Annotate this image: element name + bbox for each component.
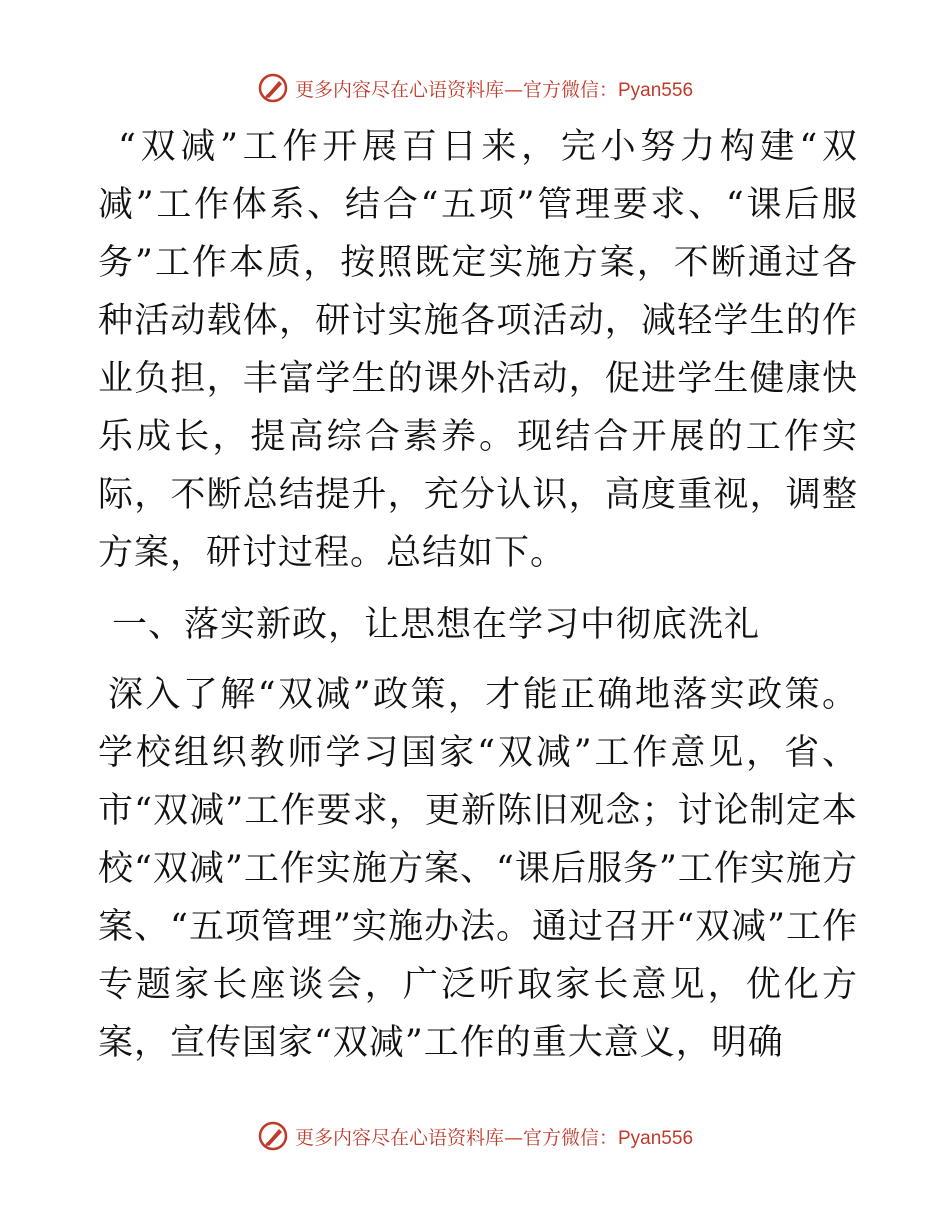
section-heading-1: 一、落实新政，让思想在学习中彻底洗礼 [112,605,761,645]
header-watermark-banner [0,72,950,104]
footer-banner-label: 更多内容尽在心语资料库—官方微信： [294,1126,618,1149]
body-paragraph-2: 深入了解“双减”政策，才能正确地落实政策。学校组织教师学习国家“双减”工作意见，省、市“双减”工作要求，更新陈旧观念；讨论制定本校“双减”工作实施方案、“课后服务”工作实施方案、“五项管理”实施办法。通过召开“双减”工作专题家长座谈会，广泛听取家长意见，优化方案，宣传国家“双减”工作的重大意义，明确 [98,675,858,1063]
footer-watermark-banner [0,1120,950,1152]
header-banner-inner [257,72,693,104]
quill-pen-seal-icon [257,72,289,104]
body-paragraph-1: “双减”工作开展百日来，完小努力构建“双减”工作体系、结合“五项”管理要求、“课后服务”工作本质，按照既定实施方案，不断通过各种活动载体，研讨实施各项活动，减轻学生的作业负担，丰富学生的课外活动，促进学生健康快乐成长，提高综合素养。现结合开展的工作实际，不断总结提升，充分认识，高度重视，调整方案，研讨过程。总结如下。 [98,127,858,573]
footer-banner-inner [257,1120,693,1152]
footer-banner-text [295,1123,693,1150]
header-banner-text [295,75,693,102]
footer-wechat-id: Pyan556 [618,1127,694,1149]
quill-pen-seal-icon [257,1120,289,1152]
header-banner-label: 更多内容尽在心语资料库—官方微信： [294,78,618,101]
header-wechat-id: Pyan556 [618,79,694,101]
document-body [98,118,858,1072]
